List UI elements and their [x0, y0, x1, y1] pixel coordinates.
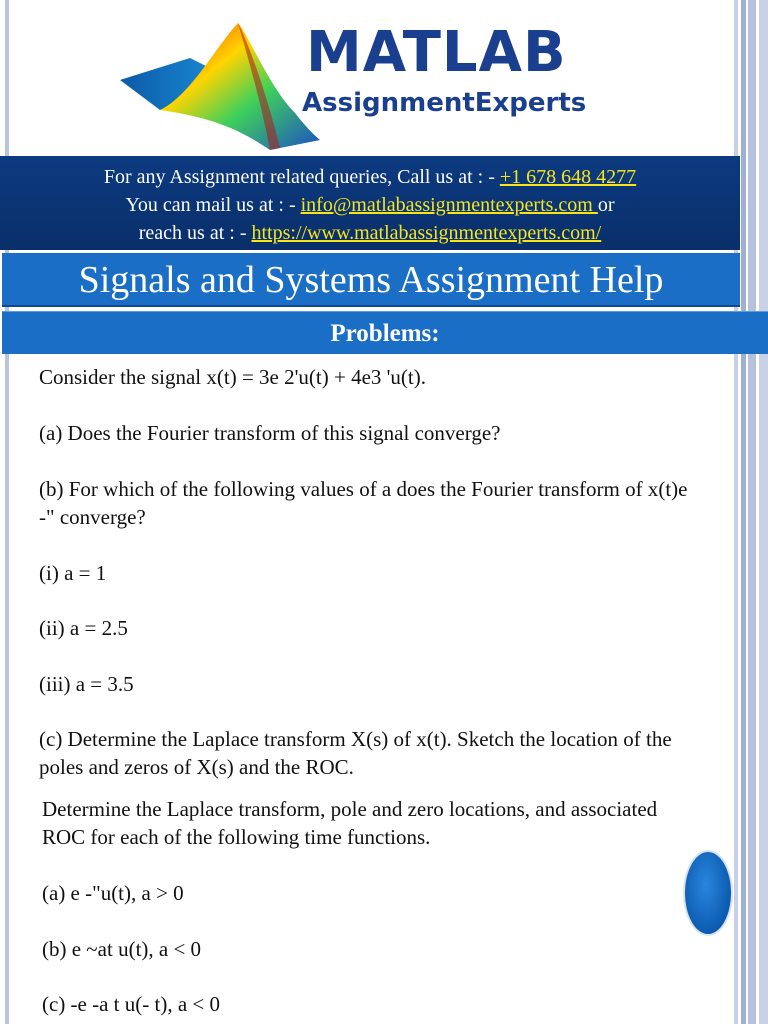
problem1-part-c-line1: (c) Determine the Laplace transform X(s) of x(t). Sketch the location of the [39, 727, 672, 751]
contact-email-suffix: or [597, 194, 615, 216]
brand-title: MATLAB [306, 20, 567, 85]
problem2-intro-line1: Determine the Laplace transform, pole and zero locations, and associated [42, 797, 658, 821]
problem1-option-iii: (iii) a = 3.5 [39, 672, 134, 696]
problem2-intro-line2: ROC for each of the following time functions. [42, 825, 431, 849]
website-link[interactable]: https://www.matlabassignmentexperts.com/ [251, 222, 602, 244]
email-link[interactable]: info@matlabassignmentexperts.com [300, 194, 598, 216]
phone-link[interactable]: +1 678 648 4277 [499, 166, 637, 188]
contact-email-line [0, 191, 740, 219]
problem1-part-b-line2: -" converge? [39, 505, 146, 529]
contact-phone-label: For any Assignment related queries, Call us at : - [103, 166, 500, 188]
contact-website-label: reach us at : - [138, 222, 252, 244]
problem1-part-b-line1: (b) For which of the following values of a does the Fourier transform of x(t)e [39, 477, 688, 501]
section-heading: Problems: [2, 311, 768, 354]
problem1-option-i: (i) a = 1 [39, 561, 107, 585]
problem1-intro: Consider the signal x(t) = 3e 2'u(t) + 4e3 'u(t). [39, 365, 427, 389]
blue-oval-decoration [685, 852, 731, 934]
left-border [0, 0, 9, 1024]
problem2-part-c: (c) -e -a t u(- t), a < 0 [42, 992, 220, 1016]
brand-subtitle: AssignmentExperts [302, 88, 587, 118]
contact-banner [0, 156, 740, 250]
problem1-part-c-line2: poles and zeros of X(s) and the ROC. [39, 755, 354, 779]
page-title: Signals and Systems Assignment Help [2, 253, 740, 307]
problem1-part-a: (a) Does the Fourier transform of this signal converge? [39, 421, 501, 445]
problem1-option-ii: (ii) a = 2.5 [39, 616, 128, 640]
contact-email-label: You can mail us at : - [125, 194, 301, 216]
brand-logo [110, 10, 650, 150]
contact-phone-line [0, 163, 740, 191]
right-decorative-stripes [734, 0, 768, 1024]
matlab-membrane-icon [120, 18, 320, 153]
problem2-part-a: (a) e -"u(t), a > 0 [42, 881, 184, 905]
problem2-part-b: (b) e ~at u(t), a < 0 [42, 937, 202, 961]
contact-website-line [0, 219, 740, 247]
